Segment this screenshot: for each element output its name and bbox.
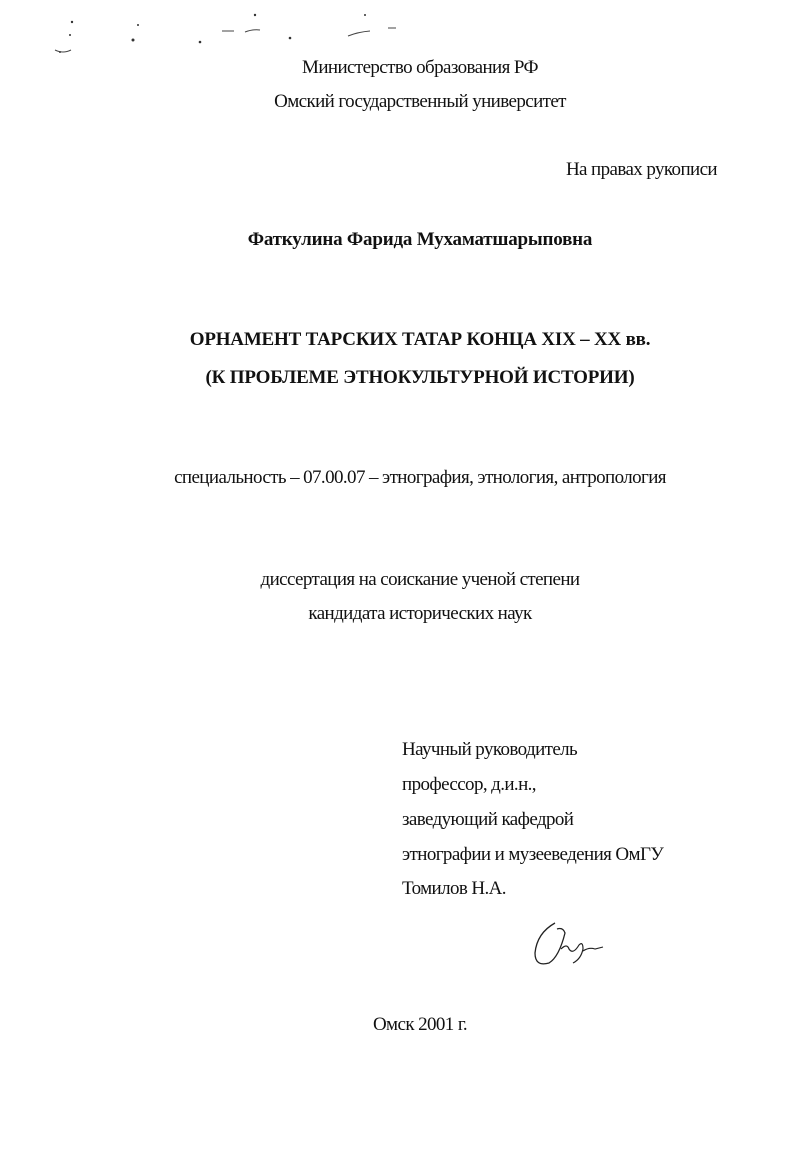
degree-line-2: кандидата исторических наук — [308, 603, 532, 624]
specialty-line: специальность – 07.00.07 – этнография, этнология, антропология — [174, 467, 666, 488]
supervisor-position: заведующий кафедрой — [402, 809, 574, 830]
supervisor-department: этнографии и музееведения ОмГУ — [402, 844, 664, 865]
rights-note: На правах рукописи — [565, 159, 717, 180]
supervisor-label: Научный руководитель — [402, 739, 578, 760]
scan-noise-marks — [0, 0, 400, 60]
handwritten-signature — [525, 915, 615, 975]
supervisor-rank: профессор, д.и.н., — [402, 774, 536, 795]
supervisor-name: Томилов Н.А. — [402, 878, 506, 899]
degree-line-1: диссертация на соискание ученой степени — [260, 569, 580, 590]
city-year: Омск 2001 г. — [372, 1014, 468, 1035]
university-line: Омский государственный университет — [274, 91, 566, 112]
author-name: Фаткулина Фарида Мухаматшарыповна — [247, 229, 593, 250]
title-line-2: (К ПРОБЛЕМЕ ЭТНОКУЛЬТУРНОЙ ИСТОРИИ) — [205, 367, 635, 388]
ministry-line: Министерство образования РФ — [302, 57, 538, 78]
title-line-1: ОРНАМЕНТ ТАРСКИХ ТАТАР КОНЦА XIX – XX вв. — [189, 329, 651, 350]
